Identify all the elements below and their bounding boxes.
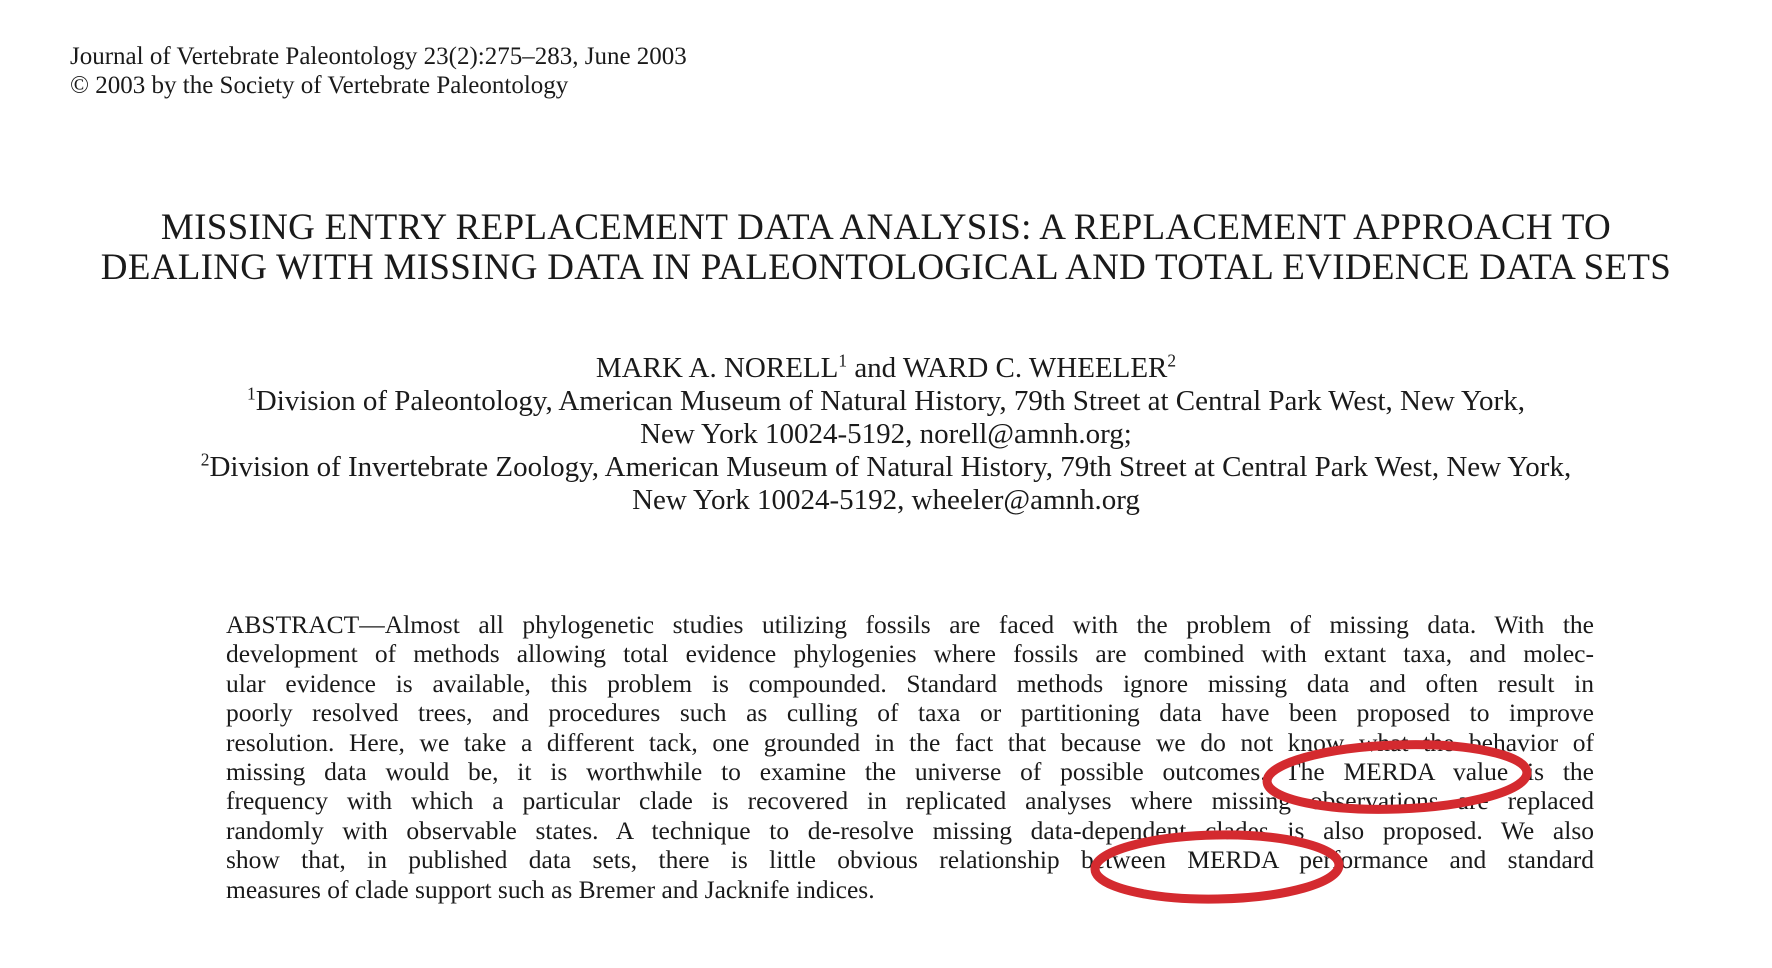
abstract (226, 610, 1594, 904)
affiliation-2-sup: 2 (200, 449, 210, 470)
abstract-line: ular evidence is available, this problem is compounded. Standard methods ignore missing data and often result in (226, 668, 1594, 698)
abstract-line: ABSTRACT—Almost all phylogenetic studies utilizing fossils are faced with the problem of missing data. With the (226, 610, 1594, 639)
abstract-line: missing data would be, it is worthwhile to examine the universe of possible outcomes. The MERDA value is the (226, 756, 1594, 786)
copyright-line: © 2003 by the Society of Vertebrate Paleontology (70, 72, 569, 99)
author-wheeler-sup: 2 (1167, 350, 1177, 371)
author-wheeler: WARD C. WHEELER (902, 352, 1168, 384)
abstract-line: randomly with observable states. A technique to de-resolve missing data-dependent clades is also proposed. We also (226, 815, 1594, 845)
affiliation-1-text: Division of Paleontology, American Museum of Natural History, 79th Street at Central Park West, New York, (255, 385, 1525, 417)
author-norell-sup: 1 (838, 350, 848, 371)
affiliation-2-line-2: New York 10024-5192, wheeler@amnh.org (632, 484, 1140, 516)
journal-reference: Journal of Vertebrate Paleontology 23(2):275–283, June 2003 (70, 43, 687, 70)
abstract-line: frequency with which a particular clade is recovered in replicated analyses where missing observations are replaced (226, 786, 1594, 816)
abstract-line: resolution. Here, we take a different tack, one grounded in the fact that because we do not know what the behavior of (226, 727, 1594, 757)
abstract-line: measures of clade support such as Bremer and Jacknife indices. (226, 874, 875, 904)
affiliation-2-text: Division of Invertebrate Zoology, American Museum of Natural History, 79th Street at Central Park West, New York, (209, 451, 1572, 483)
author-block (60, 352, 1712, 517)
affiliation-1-line-1 (60, 385, 1712, 418)
affiliation-1-line-2: New York 10024-5192, norell@amnh.org; (640, 418, 1132, 450)
title-line-1: MISSING ENTRY REPLACEMENT DATA ANALYSIS: A REPLACEMENT APPROACH TO (160, 207, 1612, 248)
abstract-line: show that, in published data sets, there is little obvious relationship between MERDA performance and standard (226, 845, 1594, 875)
abstract-line: poorly resolved trees, and procedures such as culling of taxa or partitioning data have been proposed to improve (226, 698, 1594, 728)
title-line-2: DEALING WITH MISSING DATA IN PALEONTOLOGICAL AND TOTAL EVIDENCE DATA SETS (100, 247, 1672, 288)
paper-title (40, 208, 1732, 288)
author-names (60, 352, 1712, 385)
affiliation-2-line-1 (60, 451, 1712, 484)
author-norell: MARK A. NORELL (595, 352, 839, 384)
journal-citation (70, 42, 687, 100)
affiliation-1-sup: 1 (247, 383, 256, 404)
author-conjunction: and (847, 352, 903, 384)
abstract-line: development of methods allowing total evidence phylogenies where fossils are combined with extant taxa, and molec- (226, 639, 1594, 669)
